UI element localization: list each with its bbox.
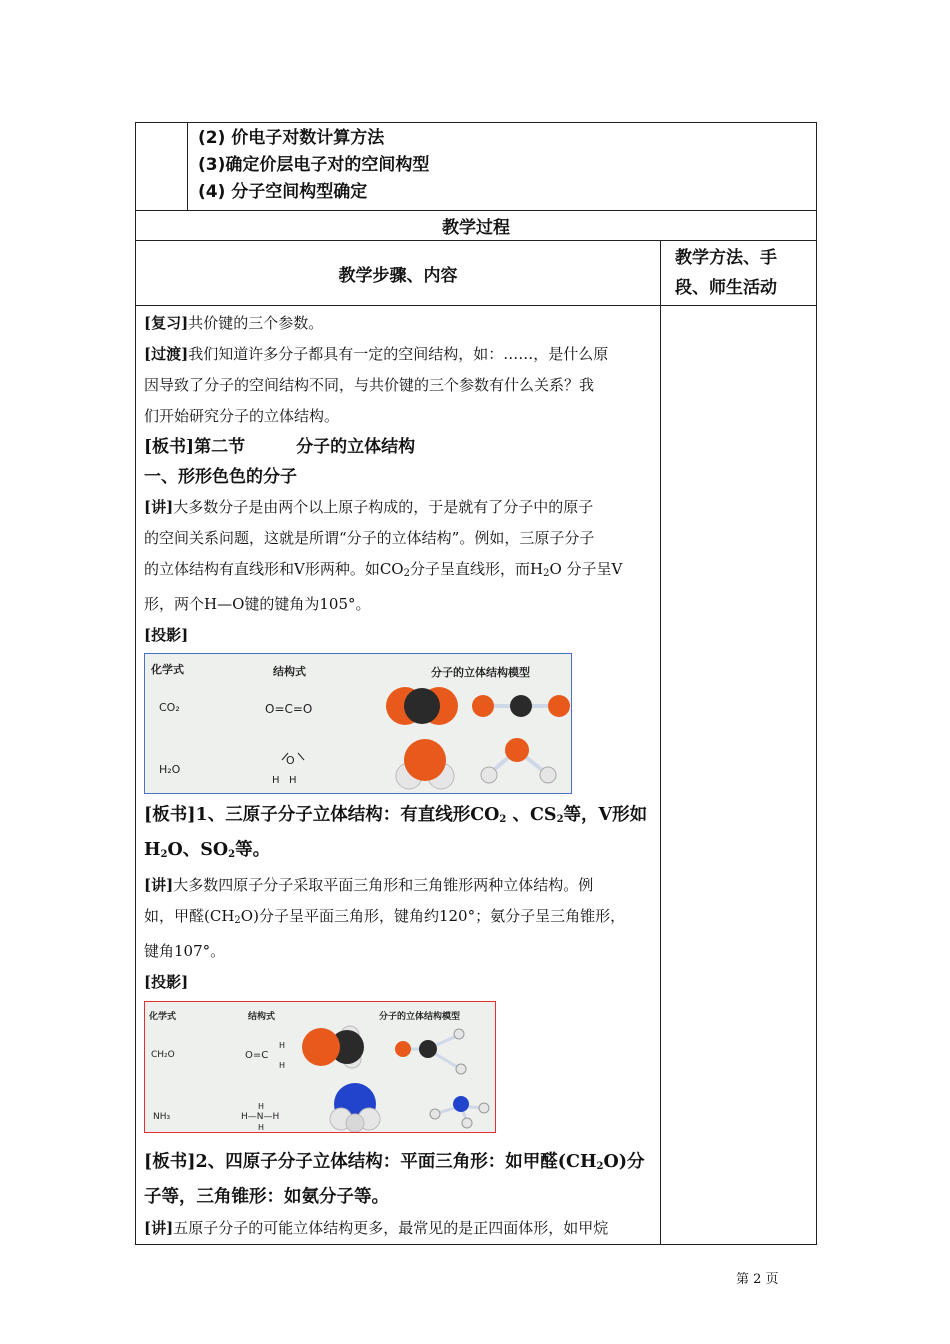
fig2-row2-formula: NH₃ <box>153 1112 171 1122</box>
review-text: 共价键的三个参数。 <box>188 314 324 332</box>
projection2-tag: [投影] <box>144 973 189 991</box>
board1-line1a: [板书]1、三原子分子立体结构：有直线形CO <box>144 805 500 825</box>
ch2o-space-fill-oxygen <box>302 1028 340 1066</box>
fig2-col-model: 分子的立体结构模型 <box>379 1012 461 1022</box>
h2o-ball-hydrogen-right <box>540 767 556 783</box>
content-row <box>136 306 817 1245</box>
fig2-row1-h-bottom: H <box>279 1061 286 1070</box>
lecture3-line1: 五原子分子的可能立体结构更多，最常见的是正四面体形，如甲烷 <box>173 1219 609 1237</box>
fig1-row1-structure: O=C=O <box>265 702 313 716</box>
transition-line1: 我们知道许多分子都具有一定的空间结构，如：……，是什么原 <box>188 345 609 363</box>
h2o-space-fill-oxygen <box>404 739 446 781</box>
transition-paragraph <box>144 339 650 432</box>
molecule-models-2 <box>145 1002 495 1132</box>
review-tag: [复习] <box>144 314 189 332</box>
subscript: 2 <box>403 568 410 579</box>
objectives-row <box>136 123 817 211</box>
lecture2-line2b: O)分子呈平面三角形，键角约120°；氨分子呈三角锥形， <box>240 907 626 925</box>
board1-line2b: O、SO <box>167 840 229 860</box>
subscript: 2 <box>596 1161 604 1172</box>
ch2o-ball-oxygen <box>395 1041 411 1057</box>
review-paragraph <box>144 308 650 339</box>
lecture3-tag: [讲] <box>144 1219 174 1237</box>
fig2-row1-h-top: H <box>279 1041 286 1050</box>
lecture1-line3a: 的立体结构有直线形和V形两种。如CO <box>144 560 404 578</box>
co2-ball-carbon <box>510 695 532 717</box>
board1-line2c: 等。 <box>235 840 271 860</box>
nh3-ball-hydrogen-right <box>479 1103 489 1113</box>
fig2-row1-formula: CH₂O <box>151 1050 175 1060</box>
nh3-space-fill-hydrogen-front <box>346 1114 364 1132</box>
fig2-col-structure: 结构式 <box>248 1012 276 1022</box>
column-header-row <box>136 241 817 306</box>
board-title: [板书]第二节 分子的立体结构 <box>144 437 416 457</box>
lecture2-line2a: 如，甲醛(CH <box>144 907 235 925</box>
fig1-col-model: 分子的立体结构模型 <box>431 666 530 679</box>
molecule-models-1 <box>145 654 571 793</box>
transition-tag: [过渡] <box>144 345 189 363</box>
ch2o-ball-hydrogen-top <box>454 1029 464 1039</box>
objective-item-3: (3)确定价层电子对的空间构型 <box>198 155 430 175</box>
board1-line1c: 等，V形如 <box>563 805 648 825</box>
ch2o-ball-carbon <box>419 1040 437 1058</box>
board1-line2a: H <box>144 840 161 860</box>
lecture2-tag: [讲] <box>144 876 174 894</box>
subscript: 2 <box>543 568 550 579</box>
lecture1-tag: [讲] <box>144 498 174 516</box>
h2o-ball-hydrogen-left <box>481 767 497 783</box>
lecture1-paragraph <box>144 492 650 620</box>
lecture1-line4: 形，两个H—O键的键角为105°。 <box>144 595 371 613</box>
transition-line3: 们开始研究分子的立体结构。 <box>144 407 340 425</box>
h2o-ball-oxygen <box>505 738 529 762</box>
subscript: 2 <box>499 814 507 825</box>
lecture1-line3b: 分子呈直线形，而H <box>409 560 544 578</box>
fig1-row1-formula: CO₂ <box>159 701 180 714</box>
lecture2-line1: 大多数四原子分子采取平面三角形和三角锥形两种立体结构。例 <box>173 876 594 894</box>
content-cell <box>136 306 661 1245</box>
methods-header-line2: 段、师生活动 <box>675 278 777 298</box>
objective-item-4: (4) 分子空间构型确定 <box>198 182 368 202</box>
process-header: 教学过程 <box>136 211 817 241</box>
objectives-left-cell <box>136 123 188 211</box>
co2-ball-oxygen-right <box>548 695 570 717</box>
fig1-row2-o: O <box>286 754 295 767</box>
methods-cell <box>661 306 817 1245</box>
methods-header-line1: 教学方法、手 <box>675 248 777 268</box>
subscript: 2 <box>160 849 168 860</box>
nh3-ball-hydrogen-bottom <box>462 1118 472 1128</box>
fig2-row2-structure: H—N—H <box>241 1112 280 1122</box>
lecture2-line3: 键角107°。 <box>144 942 226 960</box>
transition-line2: 因导致了分子的空间结构不同，与共价键的三个参数有什么关系？我 <box>144 376 595 394</box>
board2-line1b: O)分 <box>603 1152 645 1172</box>
subscript: 2 <box>556 814 564 825</box>
fig1-col-structure: 结构式 <box>273 665 306 678</box>
lecture1-line1: 大多数分子是由两个以上原子构成的，于是就有了分子中的原子 <box>173 498 594 516</box>
subscript: 2 <box>234 915 241 926</box>
fig1-col-formula: 化学式 <box>151 663 184 676</box>
methods-column-header <box>661 241 817 306</box>
co2-space-fill-carbon <box>404 688 440 724</box>
fig1-row2-formula: H₂O <box>159 763 181 776</box>
section-heading-1: 一、形形色色的分子 <box>144 467 297 487</box>
subscript: 2 <box>228 849 236 860</box>
steps-column-header: 教学步骤、内容 <box>136 241 661 306</box>
molecule-figure-2 <box>144 1001 496 1133</box>
nh3-ball-nitrogen <box>453 1096 469 1112</box>
board2-line1a: [板书]2、四原子分子立体结构：平面三角形：如甲醛(CH <box>144 1152 597 1172</box>
page-number: 第 2 页 <box>736 1272 779 1287</box>
board2-paragraph <box>144 1147 650 1213</box>
fig2-row1-structure: O=C <box>245 1050 269 1061</box>
board1-line1b: 、CS <box>506 805 557 825</box>
lecture1-line3c: O 分子呈V <box>549 560 623 578</box>
board2-line2: 子等，三角锥形：如氨分子等。 <box>144 1187 389 1207</box>
process-header-row <box>136 211 817 241</box>
fig2-row2-h-bottom: H <box>258 1123 265 1132</box>
lecture3-paragraph <box>144 1213 650 1244</box>
board1-paragraph <box>144 800 650 870</box>
ch2o-ball-hydrogen-bottom <box>456 1064 466 1074</box>
objective-item-2: (2) 价电子对数计算方法 <box>198 128 385 148</box>
projection1-tag: [投影] <box>144 626 189 644</box>
fig2-col-formula: 化学式 <box>149 1012 177 1022</box>
lecture2-paragraph <box>144 870 650 967</box>
lecture1-line2: 的空间关系问题，这就是所谓“分子的立体结构”。例如，三原子分子 <box>144 529 595 547</box>
co2-ball-oxygen-left <box>472 695 494 717</box>
fig1-row2-h: H H <box>272 775 297 786</box>
nh3-ball-hydrogen-left <box>430 1109 440 1119</box>
objectives-cell <box>188 123 817 211</box>
fig2-row2-h-top: H <box>258 1102 265 1111</box>
lesson-plan-table <box>135 122 817 1245</box>
molecule-figure-1 <box>144 653 572 794</box>
